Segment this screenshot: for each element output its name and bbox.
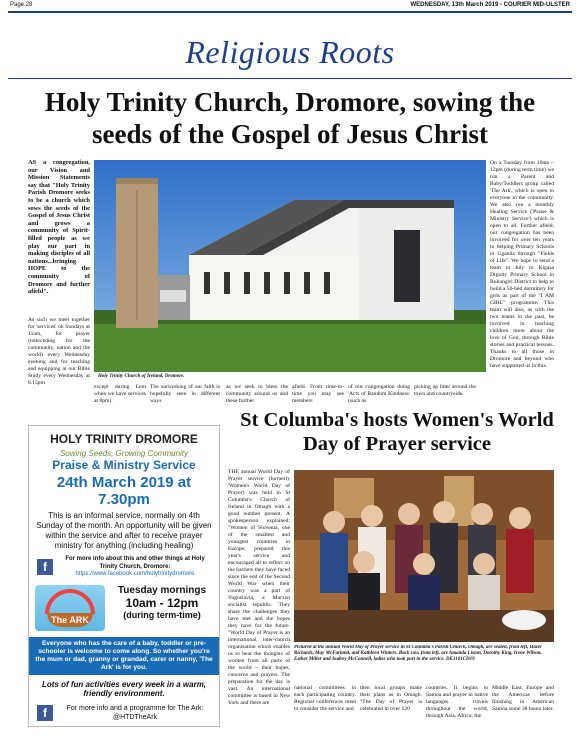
article2-col1: THE annual World Day of Prayer service (formerly 'Women's World Day of Prayer) was held in St Columba's Church of Ireland in Omagh with a good number present. A spokesperson explained: "Women of Slovenia, one of the smallest and youngest countries in Europe, prepared this year's service and encouraged all to reflect on the barriers they have faced since the end of the Second World War when their country was a part of Yugoslavia, a Marxist socialist republic. They share the challenges they have met and the hopes they have for the future. "World Day of Prayer is an international, inter-church organisation which enables us to hear the thoughts of women from all parts of the world – their hopes, concerns and prayers. The preparation for the day is vast. An international committee is based in New York and there are [228, 469, 290, 706]
church-illustration [94, 160, 486, 372]
article2-headline: St Columba's hosts Women's World Day of Prayer service [240, 409, 554, 455]
date-line: WEDNESDAY, 13th March 2019 - COURIER MID-ULSTER [410, 2, 570, 8]
ad-facebook-text [59, 556, 211, 579]
church-photo [94, 160, 486, 372]
article2-col2: national committees in each participating country. Regional conferences meet to consider the service and [294, 685, 356, 712]
facebook-icon: f [37, 705, 53, 721]
article2-col3: then local groups make their plans as in Omagh. "The Day of Prayer is celebrated in over 120 [360, 685, 422, 712]
prayer-group-photo [294, 470, 554, 642]
ark-row [29, 585, 219, 631]
article1-col3: The outworking of our faith is hopefully seen in different ways [150, 384, 220, 404]
ad-brand: HOLY TRINITY DROMORE [50, 432, 198, 446]
top-rule [8, 11, 572, 13]
article1-col2: except during Lent when we have services at 8pm). [94, 384, 146, 404]
article1-col6: of our congregation doing 'Acts of Random Kindness' (such as [348, 384, 410, 404]
article1-headline: Holy Trinity Church, Dromore, sowing the seeds of the Gospel of Jesus Christ [44, 87, 536, 149]
prayer-group-caption: Pictured at the annual World Day of Prayer service in St Columba's Parish Church, Omagh, are seated, from left, Hazel Richards, May McFarland, and Kathleen Winters. Back row, from left, are Amanda Liston, Dorothy King, Irene Wilson, Esther Miller and Audrey McConnell, ladies who took part in the service. DE1101CD19 [294, 645, 542, 662]
article1-col1: As such we meet together for 'services' on Sundays at 11am, for prayer (interceding for the community, nation and the world) every Wednesday evening and for teaching and equipping at our Bible Study every Wednesday at 8.15pm [28, 317, 90, 386]
group-illustration [294, 470, 554, 642]
ark-times [111, 585, 213, 631]
ark-hours: 10am - 12pm [125, 595, 199, 610]
ad-tagline: Sowing Seeds, Growing Community [59, 449, 189, 458]
holy-trinity-advert [28, 425, 220, 727]
ad-fb-info: For more info about this and other things at Holy Trinity Church, Dromore: [65, 556, 205, 570]
ad-facebook-row [29, 556, 219, 579]
page-number: Page 28 [10, 2, 33, 8]
ad-service-body: This is an informal service, normally on 4th Sunday of the month. An opportunity will be given within the service and after to receive prayer ministry for anything (including healing) [36, 511, 212, 550]
ark-facebook-row [29, 704, 219, 722]
ark-logo [35, 585, 105, 631]
section-title: Religious Roots [185, 34, 395, 70]
article1-col7: picking up litter around the town and countryside. [414, 384, 476, 397]
rainbow-icon [45, 589, 95, 614]
ad-facebook-link[interactable]: https://www.facebook.com/holytrinitydromore [75, 571, 195, 577]
ad-service-date: 24th March 2019 at 7.30pm [56, 474, 192, 508]
article2-col5: Middle East, Europe and the Americas before finishing in American Samoa some 38 hours later. [492, 685, 554, 712]
ark-term: (during term-time) [123, 609, 201, 620]
article1-col4: as we seek to bless the community around us and these further [226, 384, 288, 404]
ark-info: For more info and a programme for The Ark: @HTDTheArk [66, 704, 204, 721]
ad-service-title: Praise & Ministry Service [52, 458, 196, 472]
article2-col4: countries. It begins in Samoa and prayer in native languages travels throughout the world, through Asia, Africa, the [426, 685, 488, 719]
article1-lead: AS a congregation, our Vision and Mission Statements say that "Holy Trinity Parish Dromore seeks to be a church which sows the seeds of the Gospel of Jesus Christ and grows a community of Spirit-filled people as we play our part in making disciples of all nations...bringing HOPE to the community of Dromore and further afield". [28, 159, 90, 296]
ark-fun-text: Lots of fun activities every week in a warm, friendly environment. [41, 679, 207, 698]
ark-welcome-band: Everyone who has the care of a baby, toddler or pre-schooler is welcome to come along. So whether you're the mum or dad, granny or grandad, carer or nanny, 'The Ark' is for you. [29, 637, 219, 675]
church-photo-caption: Holy Trinity Church of Ireland, Dromore. [98, 374, 185, 379]
facebook-icon: f [37, 559, 53, 575]
section-rule [8, 78, 572, 79]
ark-day: Tuesday mornings [117, 584, 207, 596]
ark-label: The ARK [47, 613, 93, 627]
article1-right-col: On a Tuesday from 10am – 12pm (during term time) we run a Parent and Baby/Toddlers group called 'The Ark', which is open to everyone in the community. We also run a monthly Healing Service ('Praise & Ministry Service') which is open to all. Further afield, our congregation has been involved for over ten years in helping Primary Schools in Uganda through "Fields of Life". We hope to send a team in July to Kigasa Dignity Primary School in Rukungiri District to help to build a 50-bed dormitory for girls as part of the "I AM GIRL" programme. This team will also, as with the two teams in the past, be involved in teaching children more about the love of God, through Bible stories and practical lessons. Thanks to all those in Dromore and beyond who have supported us in this. [490, 160, 554, 369]
article1-col5: afield. From time-to-time you may see members [292, 384, 344, 404]
